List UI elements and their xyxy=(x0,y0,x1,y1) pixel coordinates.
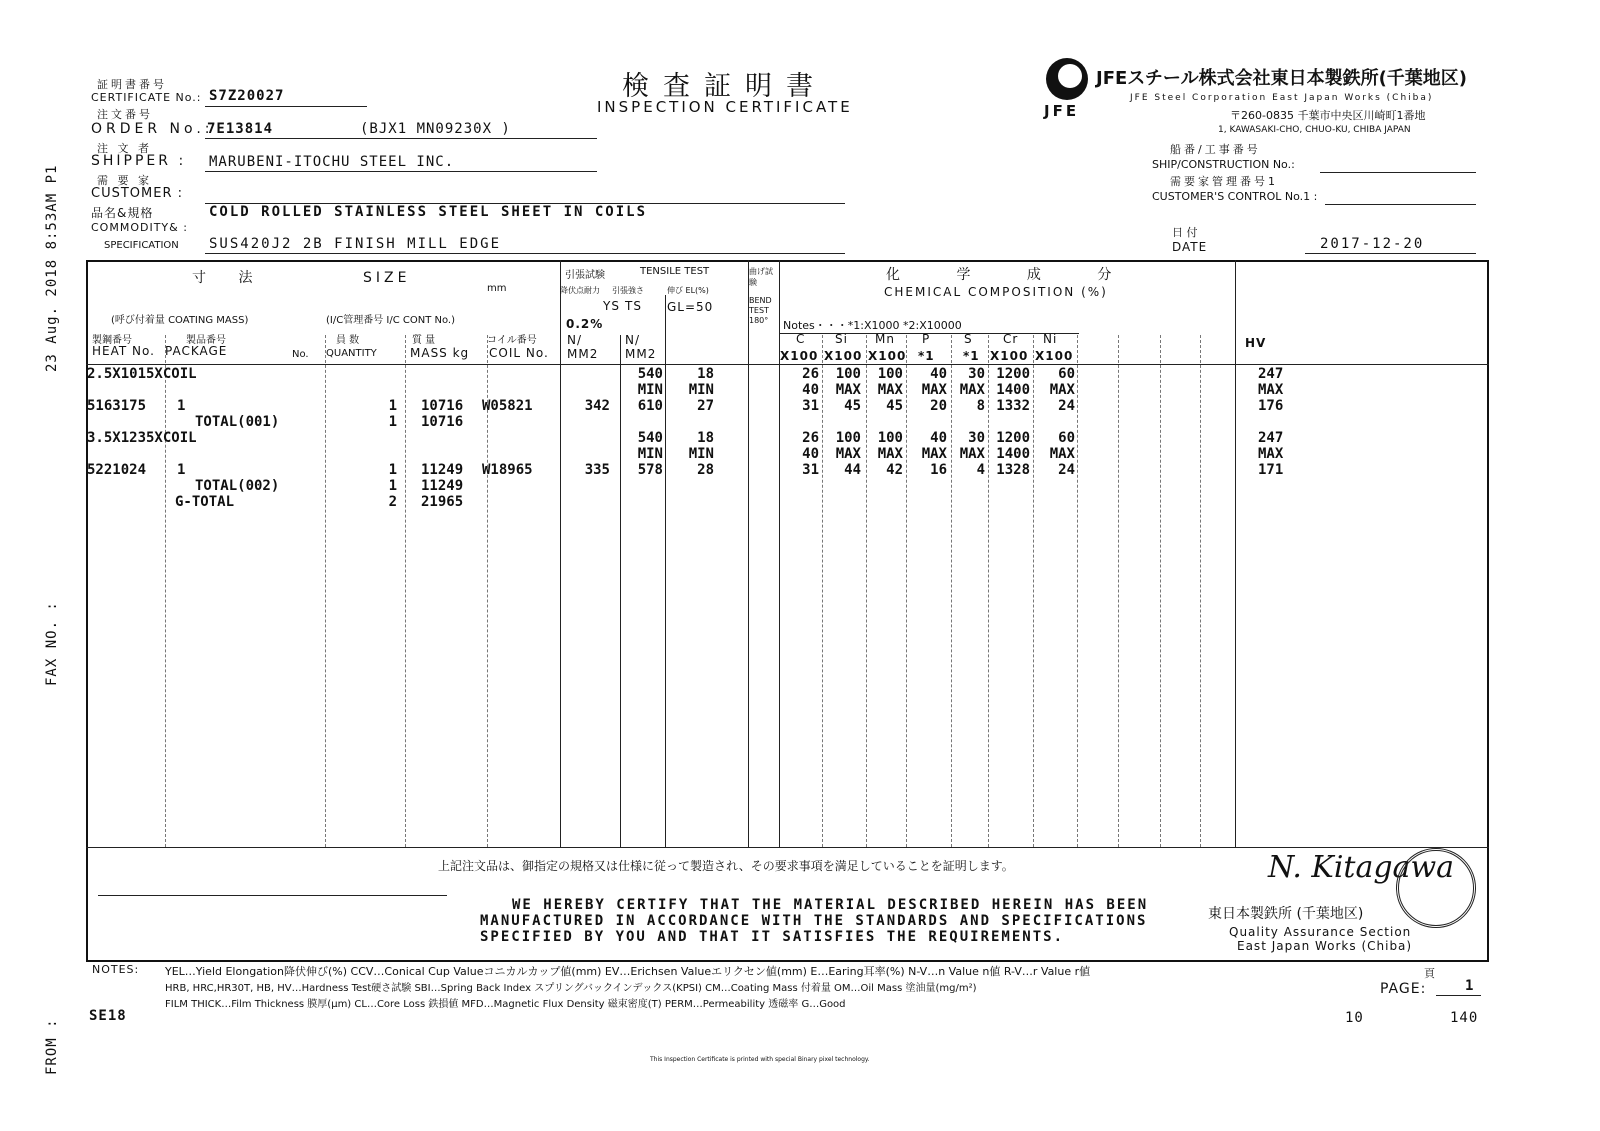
row-chem-ni: 24 xyxy=(1058,462,1075,478)
shipper-jp-label: 注 文 者 xyxy=(97,142,152,155)
row-chem-cr: 1200 xyxy=(996,430,1030,446)
row-coil-no: W18965 xyxy=(482,462,533,478)
certify-line-1: WE HEREBY CERTIFY THAT THE MATERIAL DESCRIBED HEREIN HAS BEEN xyxy=(512,897,1149,913)
row-chem-p: 20 xyxy=(930,398,947,414)
title-en: INSPECTION CERTIFICATE xyxy=(597,98,853,116)
footer-number-1: 10 xyxy=(1345,1010,1364,1026)
col-line-mn xyxy=(866,335,867,847)
certify-left-line xyxy=(98,895,447,896)
row-mass: 10716 xyxy=(421,398,464,414)
row-chem-c: 31 xyxy=(802,462,819,478)
mm-unit: mm xyxy=(487,283,507,294)
commodity-jp-label: 品名&規格 xyxy=(91,206,154,220)
row-hv: 171 xyxy=(1258,462,1284,478)
heat-jp-header: 製鋼番号 xyxy=(92,335,132,346)
col-line-x2 xyxy=(1118,335,1119,847)
row-chem-si: 44 xyxy=(844,462,861,478)
company-address-en: 1, KAWASAKI-CHO, CHUO-KU, CHIBA JAPAN xyxy=(1218,125,1411,135)
col-line-hv xyxy=(1235,260,1236,847)
col-line-x4 xyxy=(1200,335,1201,847)
row-chem-c: 40 xyxy=(802,382,819,398)
quality-assurance: Quality Assurance Section xyxy=(1229,925,1412,939)
element-c: C xyxy=(796,332,806,346)
mult-cr: X100 xyxy=(990,349,1029,363)
el-header: GL=50 xyxy=(667,300,714,314)
mass-header: MASS kg xyxy=(410,346,470,360)
ys-header: YS xyxy=(603,299,620,313)
page-number: 1 xyxy=(1465,978,1475,994)
row-chem-s: MAX xyxy=(959,446,985,462)
row-chem-p: MAX xyxy=(921,382,947,398)
order-label: ORDER No.: xyxy=(91,121,214,137)
row-chem-c: 26 xyxy=(802,430,819,446)
shipper-label: SHIPPER : xyxy=(91,153,187,169)
commodity-value: COLD ROLLED STAINLESS STEEL SHEET IN COILS xyxy=(209,204,648,220)
bend-jp-header: 曲げ試験 xyxy=(749,267,773,287)
row-chem-si: 100 xyxy=(835,366,861,382)
table-certify-divider xyxy=(86,847,1489,848)
package-jp-header: 製品番号 xyxy=(186,335,226,346)
col-line-s xyxy=(951,335,952,847)
size-jp-header: 寸 法 xyxy=(192,270,267,286)
ship-underline xyxy=(1320,172,1476,173)
package-no-header: No. xyxy=(292,349,309,360)
row-chem-mn: 42 xyxy=(886,462,903,478)
package-header: PACKAGE xyxy=(165,344,228,358)
row-chem-s: 30 xyxy=(968,366,985,382)
ys-unit: N/ MM2 xyxy=(567,333,599,361)
col-line-mass xyxy=(405,335,406,847)
row-ys: 342 xyxy=(584,398,610,414)
footer-number-2: 140 xyxy=(1450,1010,1479,1026)
shipper-name: MARUBENI-ITOCHU STEEL INC. xyxy=(209,154,455,170)
date-jp-label: 日 付 xyxy=(1172,226,1198,239)
col-line-p xyxy=(906,335,907,847)
signature: N. Kitagawa xyxy=(1268,850,1455,885)
row-chem-cr: 1328 xyxy=(996,462,1030,478)
fax-number-label: FAX NO. : xyxy=(44,601,60,686)
row-quantity: 1 xyxy=(388,414,397,430)
col-line-qty xyxy=(325,335,326,847)
row-quantity: 1 xyxy=(388,398,397,414)
row-chem-si: MAX xyxy=(835,382,861,398)
control-label: CUSTOMER'S CONTROL No.1 : xyxy=(1152,190,1318,203)
customer-jp-label: 需 要 家 xyxy=(97,174,152,187)
works-en: East Japan Works (Chiba) xyxy=(1237,939,1413,953)
row-chem-mn: 100 xyxy=(877,430,903,446)
header-bottom-line xyxy=(86,364,1489,365)
row-chem-p: 40 xyxy=(930,430,947,446)
row-total-label: TOTAL(001) xyxy=(195,414,280,430)
works-jp: 東日本製鉄所 (千葉地区) xyxy=(1208,906,1364,922)
order-jp-label: 注文番号 xyxy=(97,108,153,121)
row-package-no: 1 xyxy=(177,398,186,414)
row-chem-ni: 60 xyxy=(1058,366,1075,382)
row-el: 18 xyxy=(697,366,714,382)
control-jp-label: 需要家管理番号1 xyxy=(1170,175,1278,188)
row-size: 3.5X1235XCOIL xyxy=(87,430,197,446)
jfe-logo-text: JFE xyxy=(1044,102,1080,120)
row-mass: 11249 xyxy=(421,478,464,494)
mult-si: X100 xyxy=(824,349,863,363)
ts-unit: N/ MM2 xyxy=(625,333,657,361)
row-chem-c: 26 xyxy=(802,366,819,382)
col-line-x1 xyxy=(1077,335,1078,847)
row-mass: 10716 xyxy=(421,414,464,430)
heat-header: HEAT No. xyxy=(92,344,155,358)
mult-c: X100 xyxy=(780,349,819,363)
page-underline xyxy=(1436,995,1481,996)
ship-jp-label: 船番/工事番号 xyxy=(1170,143,1261,156)
order-reference: (BJX1 MN09230X ) xyxy=(360,121,511,137)
row-heat-no: 5163175 xyxy=(87,398,147,414)
row-ts: MIN xyxy=(637,446,663,462)
row-mass: 21965 xyxy=(421,494,464,510)
row-chem-s: 8 xyxy=(976,398,985,414)
ts-header: TS xyxy=(625,299,642,313)
coil-jp-header: コイル番号 xyxy=(487,335,537,346)
notes-line-3: FILM THICK…Film Thickness 膜厚(μm) CL…Core Loss 鉄損値 MFD…Magnetic Flux Density 磁束密度(T) PERM…Permeability 透磁率 G…Good xyxy=(165,999,846,1010)
hv-header: HV xyxy=(1245,336,1267,350)
quantity-header: QUANTITY xyxy=(326,348,377,359)
certify-line-3: SPECIFIED BY YOU AND THAT IT SATISFIES THE REQUIREMENTS. xyxy=(480,929,1065,945)
element-si: Si xyxy=(835,332,848,346)
shipper-underline xyxy=(205,171,597,172)
row-total-label: TOTAL(002) xyxy=(195,478,280,494)
row-hv: 247 xyxy=(1258,366,1284,382)
title-jp: 検査証明書 xyxy=(622,71,827,102)
mult-ni: X100 xyxy=(1035,349,1074,363)
col-line-ni xyxy=(1033,335,1034,847)
row-heat-no: 5221024 xyxy=(87,462,147,478)
size-header: SIZE xyxy=(363,270,411,286)
row-chem-si: 100 xyxy=(835,430,861,446)
row-quantity: 1 xyxy=(388,478,397,494)
page-label: PAGE: xyxy=(1380,981,1427,997)
date-underline xyxy=(1305,253,1476,254)
notes-line-1: YEL…Yield Elongation降伏伸び(%) CCV…Conical Cup Valueコニカルカップ値(mm) EV…Erichsen Valueエリクセン値(mm) E…Earing耳率(%) N-V…n Value n値 R-V…r Value r値 xyxy=(165,965,1091,978)
company-en-name: JFE Steel Corporation East Japan Works (Chiba) xyxy=(1130,93,1434,103)
row-ts: 610 xyxy=(637,398,663,414)
tensile-jp-header: 引張試験 xyxy=(565,270,605,281)
col-line-bend xyxy=(748,260,749,847)
element-cr: Cr xyxy=(1003,332,1019,346)
row-hv: MAX xyxy=(1258,382,1284,398)
row-chem-mn: MAX xyxy=(877,382,903,398)
mult-p: *1 xyxy=(918,349,935,363)
row-el: 18 xyxy=(697,430,714,446)
row-chem-s: MAX xyxy=(959,382,985,398)
specification-underline xyxy=(205,253,845,254)
element-mn: Mn xyxy=(875,332,895,346)
certificate-jp-label: 証明書番号 xyxy=(97,78,167,91)
date-label: DATE xyxy=(1172,240,1208,254)
element-ni: Ni xyxy=(1043,332,1058,346)
row-package-no: 1 xyxy=(177,462,186,478)
row-el: 28 xyxy=(697,462,714,478)
certificate-label: CERTIFICATE No.: xyxy=(91,91,202,104)
row-hv: MAX xyxy=(1258,446,1284,462)
col-line-ts xyxy=(620,335,621,847)
company-address-jp: 〒260-0835 千葉市中央区川崎町1番地 xyxy=(1230,109,1426,122)
row-ys: 335 xyxy=(584,462,610,478)
control-underline xyxy=(1325,204,1476,205)
row-chem-s: 30 xyxy=(968,430,985,446)
specification-label: SPECIFICATION xyxy=(104,240,179,251)
ship-label: SHIP/CONSTRUCTION No.: xyxy=(1152,158,1295,171)
row-chem-ni: MAX xyxy=(1049,382,1075,398)
row-chem-p: MAX xyxy=(921,446,947,462)
chem-notes: Notes・・・*1:X1000 *2:X10000 xyxy=(783,319,962,332)
row-chem-ni: 24 xyxy=(1058,398,1075,414)
row-chem-cr: 1200 xyxy=(996,366,1030,382)
row-chem-s: 4 xyxy=(976,462,985,478)
certificate-underline xyxy=(205,106,367,107)
footer-code: SE18 xyxy=(89,1008,127,1024)
row-chem-ni: MAX xyxy=(1049,446,1075,462)
row-ts: 578 xyxy=(637,462,663,478)
jfe-logo-icon xyxy=(1046,58,1088,100)
order-number: 7E13814 xyxy=(207,121,274,137)
seal-stamp-icon xyxy=(1396,848,1476,928)
row-ts: 540 xyxy=(637,430,663,446)
row-chem-mn: 45 xyxy=(886,398,903,414)
notes-label: NOTES: xyxy=(92,963,140,976)
quantity-jp-header: 員 数 xyxy=(336,335,360,346)
mass-jp-header: 質 量 xyxy=(412,335,436,346)
footer-fine-print: This Inspection Certificate is printed with special Binary pixel technology. xyxy=(650,1056,870,1063)
el-jp-header: 伸び EL(%) xyxy=(667,286,709,295)
chem-jp-header: 化 学 成 分 xyxy=(886,267,1138,283)
element-s: S xyxy=(964,332,973,346)
row-chem-p: 16 xyxy=(930,462,947,478)
coating-header: (呼び付着量 COATING MASS) xyxy=(111,315,249,326)
proof-header: 0.2% xyxy=(566,317,604,331)
specification-value: SUS420J2 2B FINISH MILL EDGE xyxy=(209,236,502,252)
row-chem-p: 40 xyxy=(930,366,947,382)
row-mass: 11249 xyxy=(421,462,464,478)
certificate-number: S7Z20027 xyxy=(209,88,285,104)
mult-s: *1 xyxy=(963,349,980,363)
company-name: JFEスチール株式会社東日本製鉄所(千葉地区) xyxy=(1096,68,1468,89)
customer-label: CUSTOMER : xyxy=(91,186,183,201)
row-coil-no: W05821 xyxy=(482,398,533,414)
row-hv: 176 xyxy=(1258,398,1284,414)
date-value: 2017-12-20 xyxy=(1320,236,1425,252)
ys-jp-header: 降伏点耐力 xyxy=(560,286,600,295)
chem-header: CHEMICAL COMPOSITION (%) xyxy=(884,285,1108,299)
row-size: 2.5X1015XCOIL xyxy=(87,366,197,382)
row-ts: 540 xyxy=(637,366,663,382)
col-line-si xyxy=(822,335,823,847)
row-chem-c: 40 xyxy=(802,446,819,462)
row-el: MIN xyxy=(688,382,714,398)
row-chem-ni: 60 xyxy=(1058,430,1075,446)
certify-jp: 上記注文品は、御指定の規格又は仕様に従って製造され、その要求事項を満足していることを証明します。 xyxy=(438,859,1014,873)
page-jp-label: 頁 xyxy=(1424,967,1436,980)
row-chem-c: 31 xyxy=(802,398,819,414)
row-hv: 247 xyxy=(1258,430,1284,446)
fax-from-label: FROM : xyxy=(44,1018,60,1075)
fax-timestamp: 23 Aug. 2018 8:53AM P1 xyxy=(44,164,60,372)
commodity-label: COMMODITY& : xyxy=(91,221,188,234)
notes-line-2: HRB, HRC,HR30T, HB, HV…Hardness Test硬さ試験 SBI…Spring Back Index スプリングバックインデックス(KPSI) CM…Coating Mass 付着量 OM…Oil Mass 塗油量(mg/m²) xyxy=(165,983,977,994)
row-chem-si: 45 xyxy=(844,398,861,414)
tensile-header: TENSILE TEST xyxy=(640,266,710,277)
row-quantity: 2 xyxy=(388,494,397,510)
ic-cont-header: (I/C管理番号 I/C CONT No.) xyxy=(326,315,455,326)
certify-line-2: MANUFACTURED IN ACCORDANCE WITH THE STANDARDS AND SPECIFICATIONS xyxy=(480,913,1148,929)
ts-jp-header: 引張強さ xyxy=(612,286,644,295)
row-el: 27 xyxy=(697,398,714,414)
mult-mn: X100 xyxy=(868,349,907,363)
row-chem-mn: 100 xyxy=(877,366,903,382)
col-line-tensile xyxy=(560,260,561,847)
col-line-cr xyxy=(988,335,989,847)
row-chem-cr: 1400 xyxy=(996,382,1030,398)
row-total-label: G-TOTAL xyxy=(175,494,235,510)
row-chem-si: MAX xyxy=(835,446,861,462)
element-p: P xyxy=(922,332,931,346)
coil-header: COIL No. xyxy=(489,346,549,360)
row-ts: MIN xyxy=(637,382,663,398)
col-line-pkg xyxy=(165,335,166,847)
row-quantity: 1 xyxy=(388,462,397,478)
row-chem-cr: 1400 xyxy=(996,446,1030,462)
row-el: MIN xyxy=(688,446,714,462)
row-chem-cr: 1332 xyxy=(996,398,1030,414)
col-line-el xyxy=(665,295,666,847)
bend-header: BEND TEST 180° xyxy=(749,296,772,325)
order-underline xyxy=(205,138,597,139)
row-chem-mn: MAX xyxy=(877,446,903,462)
col-line-x3 xyxy=(1160,335,1161,847)
